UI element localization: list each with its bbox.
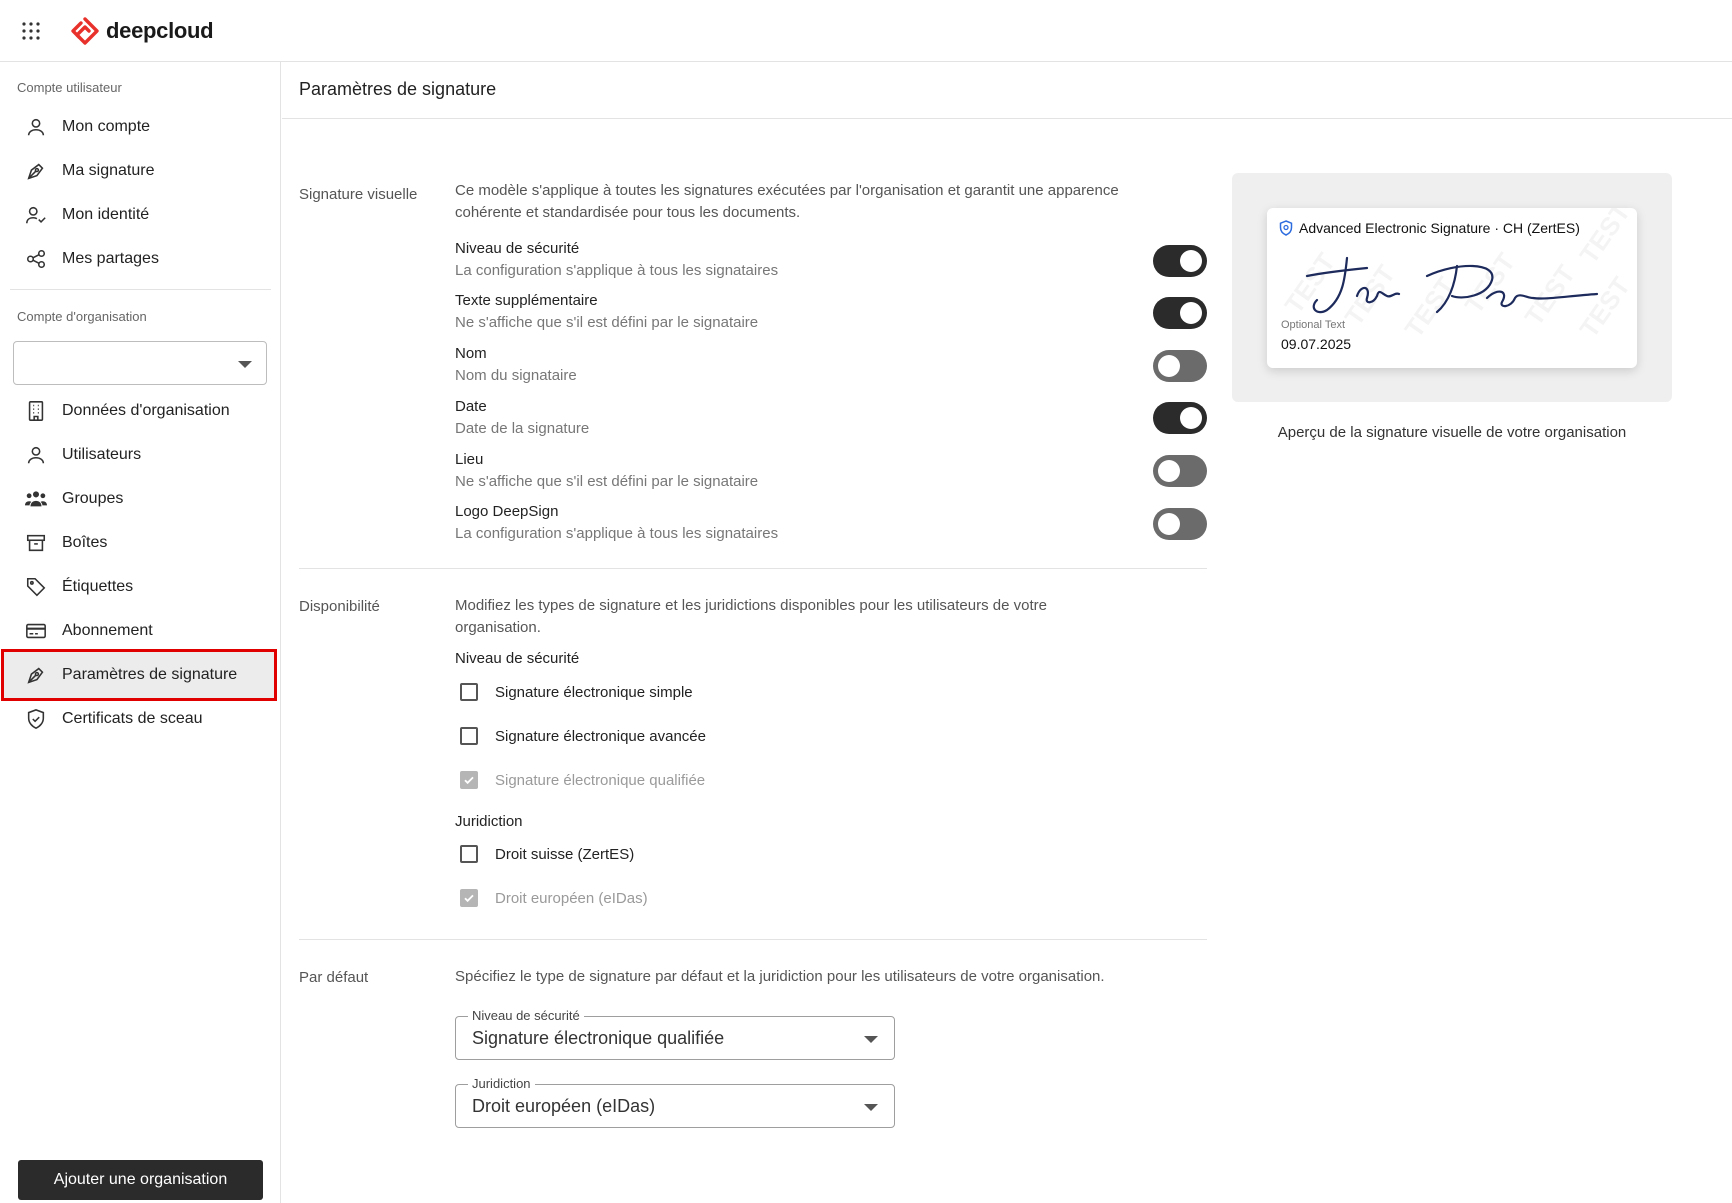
toggle-security-level[interactable] — [1153, 245, 1207, 277]
toggle-date[interactable] — [1153, 402, 1207, 434]
deepcloud-logo-icon — [70, 16, 100, 46]
toggle-knob — [1180, 250, 1202, 272]
sidebar-item-label: Étiquettes — [62, 578, 134, 595]
sidebar-item-label: Mes partages — [62, 250, 159, 267]
toggle-knob — [1180, 407, 1202, 429]
sidebar-item-utilisateurs[interactable] — [4, 432, 274, 478]
caret-down-icon — [864, 1104, 878, 1111]
availability-description: Modifiez les types de signature et les juridictions disponibles pour les utilisateurs de votre organisation. — [455, 597, 1047, 636]
user-section-label: Compte utilisateur — [17, 80, 122, 95]
preview-caption: Aperçu de la signature visuelle de votre organisation — [1277, 424, 1627, 441]
checkmark-icon — [463, 892, 475, 904]
sidebar-item-mon-compte[interactable] — [4, 104, 274, 150]
building-icon — [24, 399, 48, 423]
page-title: Paramètres de signature — [299, 79, 497, 99]
sidebar-item-label: Mon compte — [62, 118, 151, 135]
credit-card-icon — [24, 619, 48, 643]
sidebar-divider — [10, 289, 271, 290]
defaults-label: Par défaut — [299, 969, 369, 986]
sidebar-item-groupes[interactable] — [4, 476, 274, 522]
select-label: Niveau de sécurité — [468, 1008, 584, 1023]
checkbox-label: Signature électronique qualifiée — [495, 771, 706, 789]
sidebar-item-mon-identite[interactable] — [4, 192, 274, 238]
shield-check-icon — [24, 707, 48, 731]
sidebar-item-label: Certificats de sceau — [62, 710, 203, 727]
sidebar-item-donnees-organisation[interactable] — [4, 388, 274, 434]
users-group-icon — [24, 487, 48, 511]
checkbox[interactable] — [460, 845, 478, 863]
user-icon — [24, 115, 48, 139]
section-divider — [299, 939, 1207, 940]
option-title: Logo DeepSign — [455, 503, 559, 520]
option-subtitle: La configuration s'applique à tous les signataires — [455, 525, 779, 542]
checkbox-label: Droit européen (eIDas) — [495, 889, 648, 907]
checkbox[interactable] — [460, 683, 478, 701]
checkbox — [460, 889, 478, 907]
toggle-knob — [1158, 355, 1180, 377]
checkbox-advanced-signature[interactable] — [460, 727, 706, 745]
checkbox-swiss-law[interactable] — [460, 845, 634, 863]
caret-down-icon — [238, 361, 252, 368]
user-check-icon — [24, 203, 48, 227]
checkbox-simple-signature[interactable] — [460, 683, 693, 701]
jurisdiction-heading: Juridiction — [455, 813, 523, 830]
visual-signature-label: Signature visuelle — [299, 186, 418, 203]
sidebar-item-label: Ma signature — [62, 162, 155, 179]
pen-nib-icon — [24, 663, 48, 687]
sidebar-item-certificats-sceau[interactable] — [4, 696, 274, 742]
toggle-knob — [1158, 513, 1180, 535]
option-title: Niveau de sécurité — [455, 240, 580, 257]
security-level-heading: Niveau de sécurité — [455, 650, 580, 667]
option-title: Nom — [455, 345, 487, 362]
checkbox-label: Droit suisse (ZertES) — [495, 845, 635, 863]
select-value: Droit européen (eIDas) — [472, 1096, 656, 1116]
sidebar-item-ma-signature[interactable] — [4, 148, 274, 194]
default-jurisdiction-select[interactable] — [455, 1076, 895, 1128]
checkmark-icon — [463, 774, 475, 786]
toggle-knob — [1180, 302, 1202, 324]
select-value: Signature électronique qualifiée — [472, 1028, 725, 1048]
sidebar-item-etiquettes[interactable] — [4, 564, 274, 610]
sidebar-item-parametres-signature[interactable] — [4, 652, 274, 698]
sidebar-item-mes-partages[interactable] — [4, 236, 274, 282]
defaults-description: Spécifiez le type de signature par défaut et la juridiction pour les utilisateurs de votre organisation. — [455, 968, 1105, 985]
caret-down-icon — [864, 1036, 878, 1043]
share-icon — [24, 247, 48, 271]
toggle-knob — [1158, 460, 1180, 482]
archive-box-icon — [24, 531, 48, 555]
handwritten-signature — [1287, 248, 1627, 323]
sidebar-item-label: Mon identité — [62, 206, 150, 223]
top-bar — [0, 0, 1732, 62]
signature-preview-card — [1267, 208, 1637, 368]
checkbox-qualified-signature — [460, 771, 705, 789]
option-title: Date — [455, 398, 487, 415]
checkbox-label: Signature électronique avancée — [495, 727, 706, 745]
pen-nib-icon — [24, 159, 48, 183]
toggle-location[interactable] — [1153, 455, 1207, 487]
option-subtitle: Nom du signataire — [455, 367, 577, 384]
toggle-deepsign-logo[interactable] — [1153, 508, 1207, 540]
checkbox-european-law — [460, 889, 648, 907]
select-label: Juridiction — [468, 1076, 535, 1091]
sidebar-item-label: Utilisateurs — [62, 446, 142, 463]
preview-optional-text: Optional Text — [1281, 319, 1346, 331]
sidebar-item-abonnement[interactable] — [4, 608, 274, 654]
preview-header-text: Advanced Electronic Signature · CH (ZertES) — [1299, 220, 1580, 236]
toggle-name[interactable] — [1153, 350, 1207, 382]
availability-label: Disponibilité — [299, 598, 380, 615]
option-subtitle: La configuration s'applique à tous les signataires — [455, 262, 779, 279]
sidebar-item-boites[interactable] — [4, 520, 274, 566]
sidebar-item-label: Boîtes — [62, 534, 108, 551]
option-title: Lieu — [455, 451, 484, 468]
visual-signature-description: Ce modèle s'applique à toutes les signatures exécutées par l'organisation et garantit une apparence cohérente et standardisée pour tous les documents. — [455, 182, 1119, 221]
default-security-level-select[interactable] — [455, 1008, 895, 1060]
checkbox-label: Signature électronique simple — [495, 683, 693, 701]
sidebar-item-label: Paramètres de signature — [62, 666, 238, 683]
checkbox — [460, 771, 478, 789]
preview-header — [1279, 220, 1580, 236]
sidebar-item-label: Abonnement — [62, 622, 153, 639]
sidebar-item-label: Groupes — [62, 490, 124, 507]
brand-name: deepcloud — [106, 18, 214, 43]
org-section-label: Compte d'organisation — [17, 309, 147, 324]
option-subtitle: Ne s'affiche que s'il est défini par le signataire — [455, 314, 759, 331]
user-icon — [24, 443, 48, 467]
signature-badge-icon — [1279, 220, 1293, 236]
toggle-additional-text[interactable] — [1153, 297, 1207, 329]
add-organization-button[interactable]: Ajouter une organisation — [18, 1160, 263, 1200]
main-content — [282, 62, 1732, 1203]
apps-grid-icon[interactable] — [21, 21, 41, 41]
option-title: Texte supplémentaire — [455, 292, 598, 309]
preview-date: 09.07.2025 — [1281, 336, 1352, 352]
tag-icon — [24, 575, 48, 599]
option-subtitle: Ne s'affiche que s'il est défini par le signataire — [455, 473, 759, 490]
deepcloud-logo[interactable] — [70, 14, 213, 48]
page-header — [282, 62, 1732, 119]
option-subtitle: Date de la signature — [455, 420, 590, 437]
section-divider — [299, 568, 1207, 569]
organization-select[interactable] — [13, 341, 267, 385]
sidebar-item-label: Données d'organisation — [62, 402, 230, 419]
checkbox[interactable] — [460, 727, 478, 745]
sidebar — [0, 62, 281, 1203]
